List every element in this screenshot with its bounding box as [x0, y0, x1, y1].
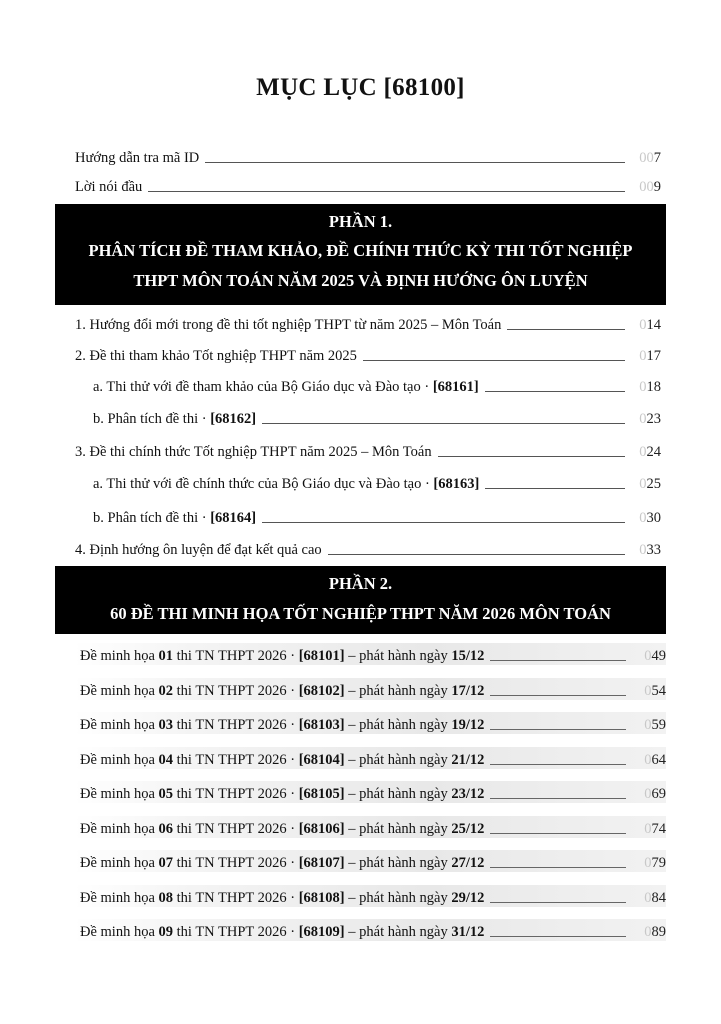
release-date: 19/12 [451, 717, 485, 733]
toc-entry-label: Đề minh họa 04 thi TN THPT 2026 · [68104] – phát hành ngày 21/12 [80, 752, 485, 768]
release-date: 31/12 [451, 924, 485, 940]
toc-entry-label: Đề minh họa 07 thi TN THPT 2026 · [68107] – phát hành ngày 27/12 [80, 855, 485, 871]
toc-subentry[interactable] [93, 374, 661, 396]
page-number: 054 [644, 683, 666, 699]
page-number: 049 [644, 648, 666, 664]
page-number: 025 [639, 476, 661, 492]
leader-line [490, 936, 626, 937]
exam-entry[interactable] [74, 678, 666, 700]
part1-header [55, 204, 666, 305]
page-number: 017 [639, 348, 661, 364]
id-code: [68161] [432, 379, 479, 395]
id-code: [68108] [298, 890, 345, 906]
toc-subentry[interactable] [93, 471, 661, 493]
toc-entry[interactable] [75, 537, 661, 559]
leader-line [490, 902, 626, 903]
page-number: 024 [639, 444, 661, 460]
release-date: 27/12 [451, 855, 485, 871]
part1-title-line1: PHÂN TÍCH ĐỀ THAM KHẢO, ĐỀ CHÍNH THỨC KỲ THI TỐT NGHIỆP [88, 241, 633, 260]
toc-entry-label: Đề minh họa 06 thi TN THPT 2026 · [68106] – phát hành ngày 25/12 [80, 821, 485, 837]
exam-entry[interactable] [74, 850, 666, 872]
leader-line [485, 391, 625, 392]
release-date: 23/12 [451, 786, 485, 802]
leader-line [490, 833, 626, 834]
exam-entry[interactable] [74, 712, 666, 734]
page-number: 033 [639, 542, 661, 558]
page-number: 030 [639, 510, 661, 526]
toc-entry[interactable] [75, 312, 661, 334]
toc-entry-label: Đề minh họa 08 thi TN THPT 2026 · [68108] – phát hành ngày 29/12 [80, 890, 485, 906]
id-code: [68109] [298, 924, 345, 940]
page-number: 089 [644, 924, 666, 940]
page-number: 079 [644, 855, 666, 871]
toc-entry-label: b. Phân tích đề thi · [68162] [93, 411, 257, 427]
toc-entry-label: Lời nói đầu [75, 179, 143, 195]
part1-title-line2: THPT MÔN TOÁN NĂM 2025 VÀ ĐỊNH HƯỚNG ÔN LUYỆN [133, 271, 588, 290]
exam-entry[interactable] [74, 919, 666, 941]
release-date: 15/12 [451, 648, 485, 664]
part2-title-line1: 60 ĐỀ THI MINH HỌA TỐT NGHIỆP THPT NĂM 2026 MÔN TOÁN [110, 604, 611, 623]
toc-entry-label: Đề minh họa 03 thi TN THPT 2026 · [68103] – phát hành ngày 19/12 [80, 717, 485, 733]
exam-entry[interactable] [74, 816, 666, 838]
id-code: [68102] [298, 683, 345, 699]
part1-heading: PHẦN 1. [328, 212, 393, 231]
toc-entry-label: b. Phân tích đề thi · [68164] [93, 510, 257, 526]
leader-line [490, 764, 626, 765]
leader-line [438, 456, 625, 457]
id-code: [68164] [210, 510, 257, 526]
page-number: 074 [644, 821, 666, 837]
id-code: [68162] [210, 411, 257, 427]
id-code: [68105] [298, 786, 345, 802]
toc-subentry[interactable] [93, 505, 661, 527]
toc-entry-label: Đề minh họa 02 thi TN THPT 2026 · [68102] – phát hành ngày 17/12 [80, 683, 485, 699]
id-code: [68101] [298, 648, 345, 664]
part2-heading: PHẦN 2. [328, 574, 393, 593]
leader-line [490, 867, 626, 868]
toc-subentry[interactable] [93, 406, 661, 428]
part2-header [55, 566, 666, 634]
toc-entry-label: Hướng dẫn tra mã ID [75, 150, 200, 166]
leader-line [262, 423, 625, 424]
page-number: 023 [639, 411, 661, 427]
page-number: 007 [639, 150, 661, 166]
leader-line [363, 360, 625, 361]
toc-entry[interactable] [75, 174, 661, 196]
leader-line [205, 162, 625, 163]
page-number: 069 [644, 786, 666, 802]
release-date: 29/12 [451, 890, 485, 906]
toc-entry-label: Đề minh họa 05 thi TN THPT 2026 · [68105] – phát hành ngày 23/12 [80, 786, 485, 802]
toc-entry-label: 4. Định hướng ôn luyện để đạt kết quả cao [75, 542, 322, 558]
exam-entry[interactable] [74, 781, 666, 803]
leader-line [328, 554, 625, 555]
exam-entry[interactable] [74, 885, 666, 907]
id-code: [68104] [298, 752, 345, 768]
page-number: 018 [639, 379, 661, 395]
page-number: 059 [644, 717, 666, 733]
release-date: 17/12 [451, 683, 485, 699]
leader-line [490, 729, 626, 730]
toc-entry-label: Đề minh họa 01 thi TN THPT 2026 · [68101] – phát hành ngày 15/12 [80, 648, 485, 664]
toc-entry-label: 2. Đề thi tham khảo Tốt nghiệp THPT năm 2025 [75, 348, 357, 364]
page-number: 009 [639, 179, 661, 195]
id-code: [68107] [298, 855, 345, 871]
leader-line [490, 660, 626, 661]
toc-entry-label: Đề minh họa 09 thi TN THPT 2026 · [68109] – phát hành ngày 31/12 [80, 924, 485, 940]
leader-line [148, 191, 625, 192]
exam-entry[interactable] [74, 643, 666, 665]
leader-line [507, 329, 625, 330]
toc-entry[interactable] [75, 145, 661, 167]
id-code: [68106] [298, 821, 345, 837]
page-number: 084 [644, 890, 666, 906]
toc-entry-label: 3. Đề thi chính thức Tốt nghiệp THPT năm 2025 – Môn Toán [75, 444, 432, 460]
leader-line [485, 488, 625, 489]
leader-line [262, 522, 625, 523]
toc-entry[interactable] [75, 439, 661, 461]
leader-line [490, 798, 626, 799]
id-code: [68103] [298, 717, 345, 733]
page-number: 014 [639, 317, 661, 333]
release-date: 25/12 [451, 821, 485, 837]
toc-entry-label: 1. Hướng đổi mới trong đề thi tốt nghiệp THPT từ năm 2025 – Môn Toán [75, 317, 502, 333]
page-title: MỤC LỤC [68100] [256, 74, 465, 101]
page-number: 064 [644, 752, 666, 768]
id-code: [68163] [433, 476, 480, 492]
release-date: 21/12 [451, 752, 485, 768]
toc-entry-label: a. Thi thử với đề tham khảo của Bộ Giáo dục và Đào tạo · [68161] [93, 379, 479, 395]
exam-entry[interactable] [74, 747, 666, 769]
leader-line [490, 695, 626, 696]
toc-entry[interactable] [75, 343, 661, 365]
toc-entry-label: a. Thi thử với đề chính thức của Bộ Giáo dục và Đào tạo · [68163] [93, 476, 480, 492]
